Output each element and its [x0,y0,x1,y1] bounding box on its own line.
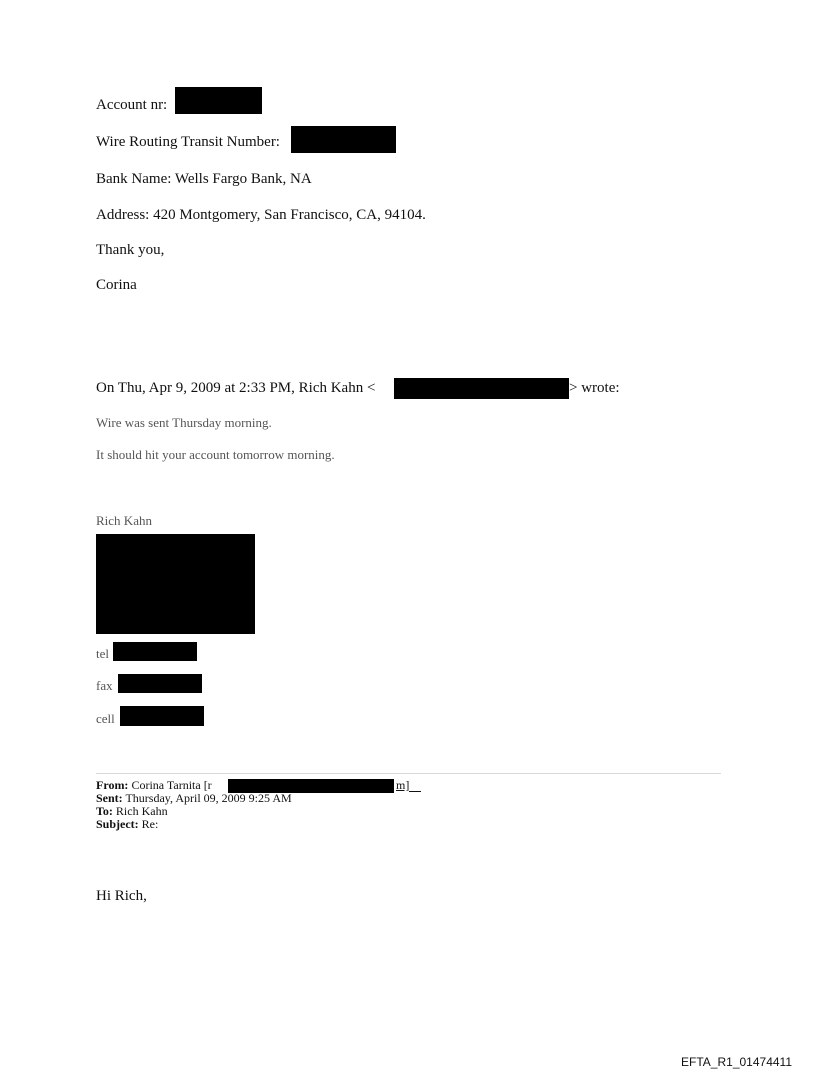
document-id: EFTA_R1_01474411 [681,1055,792,1069]
subject-label: Subject: [96,817,139,831]
sent-label: Sent: [96,791,123,805]
quoted-signature-name: Rich Kahn [96,513,152,528]
bank-name: Bank Name: Wells Fargo Bank, NA [96,171,312,187]
body-greeting: Hi Rich, [96,888,147,904]
redaction-routing-number [291,126,396,153]
bank-address: Address: 420 Montgomery, San Francisco, CA, 94104. [96,207,426,223]
subject-value: Re: [141,817,159,831]
redaction-cell [120,706,204,726]
account-number-line [96,97,167,114]
closing-thanks: Thank you, [96,242,165,258]
closing-signature: Corina [96,277,137,293]
to-value: Rich Kahn [115,804,168,818]
from-value-tail: m] [396,778,410,792]
quote-attribution-prefix: On Thu, Apr 9, 2009 at 2:33 PM, Rich Kahn < [96,380,376,396]
sent-value: Thursday, April 09, 2009 9:25 AM [125,791,292,805]
redaction-email-address [394,378,569,399]
link-underline-tail [409,791,421,792]
quoted-line-1: Wire was sent Thursday morning. [96,415,272,430]
redaction-tel [113,642,197,661]
redaction-account-number [175,87,262,114]
account-number-label: Account nr: [96,97,168,113]
quote-attribution-suffix: > wrote: [569,380,620,396]
fax-label: fax [96,678,113,693]
redaction-signature-block [96,534,255,634]
routing-number-line [96,134,280,151]
from-value: Corina Tarnita [r [131,778,212,792]
tel-label: tel [96,646,109,661]
routing-number-label: Wire Routing Transit Number: [96,134,280,150]
email-subject-line [96,818,158,831]
header-divider [96,773,721,774]
from-label: From: [96,778,129,792]
redaction-fax [118,674,202,693]
quoted-line-2: It should hit your account tomorrow morning. [96,447,335,462]
to-label: To: [96,804,113,818]
cell-label: cell [96,711,115,726]
